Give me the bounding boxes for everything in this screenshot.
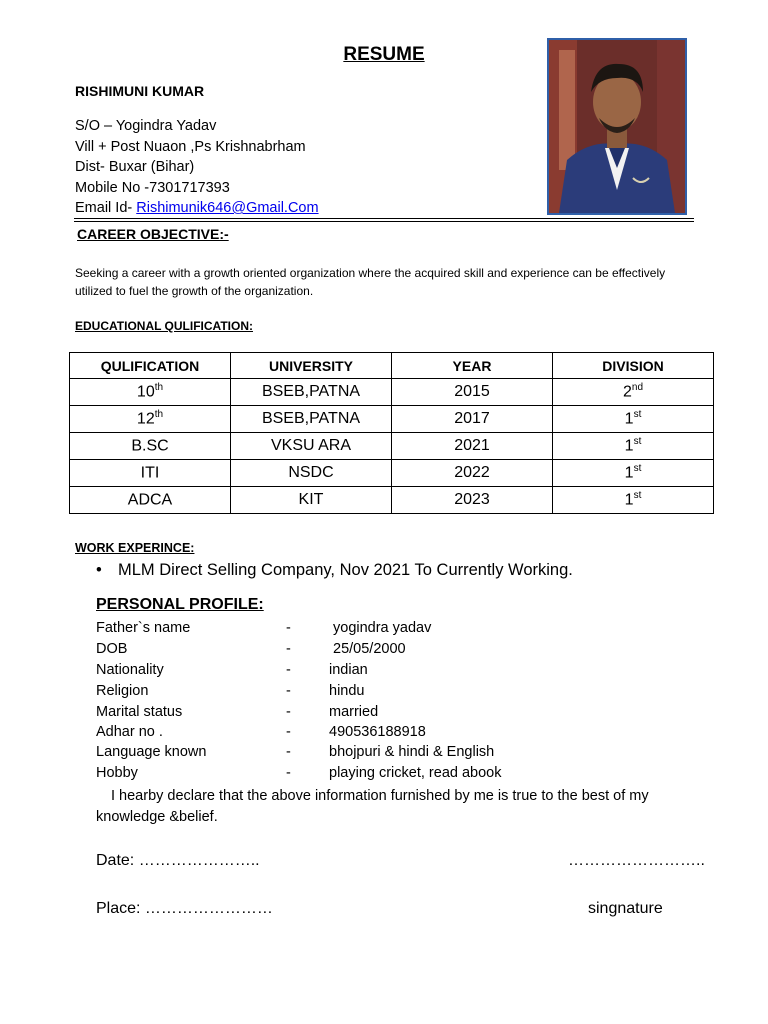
table-header-row [70,353,714,379]
profile-row-father [96,620,696,640]
profile-label: Adhar no . [96,724,163,740]
profile-label: DOB [96,641,128,657]
profile-value: yogindra yadav [333,620,432,636]
col-header-university: UNIVERSITY [231,353,392,379]
work-experience-heading: WORK EXPERINCE: [75,541,195,555]
table-row [70,487,714,514]
profile-dash: - [286,724,291,740]
divider-line [74,221,694,222]
table-row [70,379,714,406]
bullet-icon: • [96,561,102,579]
profile-label: Marital status [96,704,183,720]
personal-profile-heading: PERSONAL PROFILE: [96,596,264,613]
division-cell: 2nd [553,379,714,406]
place-line: Place: …………………… [96,900,273,917]
col-header-division: DIVISION [553,353,714,379]
email-line [75,198,319,219]
profile-label: Religion [96,683,149,699]
table-row [70,433,714,460]
profile-dash: - [286,683,291,699]
qualification-cell: ITI [70,460,231,487]
year-cell: 2023 [392,487,553,514]
profile-value: bhojpuri & hindi & English [329,744,495,760]
year-cell: 2015 [392,379,553,406]
division-cell: 1st [553,406,714,433]
contact-block [75,116,319,219]
profile-photo [547,38,687,215]
profile-dash: - [286,641,291,657]
university-cell: BSEB,PATNA [231,379,392,406]
district-line: Dist- Buxar (Bihar) [75,159,195,175]
profile-label: Hobby [96,765,138,781]
profile-dash: - [286,662,291,678]
profile-value: 490536188918 [329,724,426,740]
date-line: Date: ………………….. [96,852,260,869]
profile-value: indian [329,662,368,678]
profile-row-dob [96,641,696,661]
profile-dash: - [286,620,291,636]
division-cell: 1st [553,460,714,487]
profile-row-marital [96,704,696,724]
profile-value: playing cricket, read abook [329,765,502,781]
year-cell: 2017 [392,406,553,433]
signature-label: singnature [588,900,663,917]
table-row [70,460,714,487]
career-objective-heading: CAREER OBJECTIVE:- [77,226,229,242]
table-row [70,406,714,433]
year-cell: 2021 [392,433,553,460]
profile-dash: - [286,744,291,760]
profile-row-adhar [96,724,696,744]
division-cell: 1st [553,487,714,514]
university-cell: NSDC [231,460,392,487]
village-line: Vill + Post Nuaon ,Ps Krishnabrham [75,138,306,155]
profile-label: Father`s name [96,620,191,636]
profile-row-religion [96,683,696,703]
qualification-cell: ADCA [70,487,231,514]
col-header-qualification: QULIFICATION [70,353,231,379]
col-header-year: YEAR [392,353,553,379]
profile-dash: - [286,765,291,781]
father-line: S/O – Yogindra Yadav [75,118,217,134]
qualification-cell: B.SC [70,433,231,460]
university-cell: KIT [231,487,392,514]
profile-row-nationality [96,662,696,682]
division-cell: 1st [553,433,714,460]
profile-row-language [96,744,696,764]
resume-title: RESUME [343,44,425,65]
declaration-text: I hearby declare that the above information furnished by me is true to the best of my knowledge &belief. [96,788,649,825]
profile-value: married [329,704,379,720]
email-link[interactable]: Rishimunik646@Gmail.Com [136,200,319,216]
university-cell: BSEB,PATNA [231,406,392,433]
education-heading: EDUCATIONAL QULIFICATION: [75,319,253,333]
work-experience-text: MLM Direct Selling Company, Nov 2021 To Currently Working. [118,561,573,579]
profile-dash: - [286,704,291,720]
profile-row-hobby [96,765,696,785]
year-cell: 2022 [392,460,553,487]
qualification-cell: 10th [70,379,231,406]
divider-line [74,218,694,219]
email-label: Email Id- [75,200,137,216]
profile-label: Language known [96,744,207,760]
person-photo-illustration [549,40,685,213]
candidate-name: RISHIMUNI KUMAR [75,83,205,99]
profile-label: Nationality [96,662,164,678]
qualification-cell: 12th [70,406,231,433]
education-table [69,352,714,514]
signature-dots: …………………….. [568,852,705,869]
work-experience-item [96,561,573,580]
career-objective-text: Seeking a career with a growth oriented organization where the acquired skill and experience can be effectively utilized to fuel the growth of the organization. [75,266,666,298]
mobile-line: Mobile No -7301717393 [75,179,230,196]
profile-value: 25/05/2000 [333,641,406,657]
profile-value: hindu [329,683,365,699]
university-cell: VKSU ARA [231,433,392,460]
